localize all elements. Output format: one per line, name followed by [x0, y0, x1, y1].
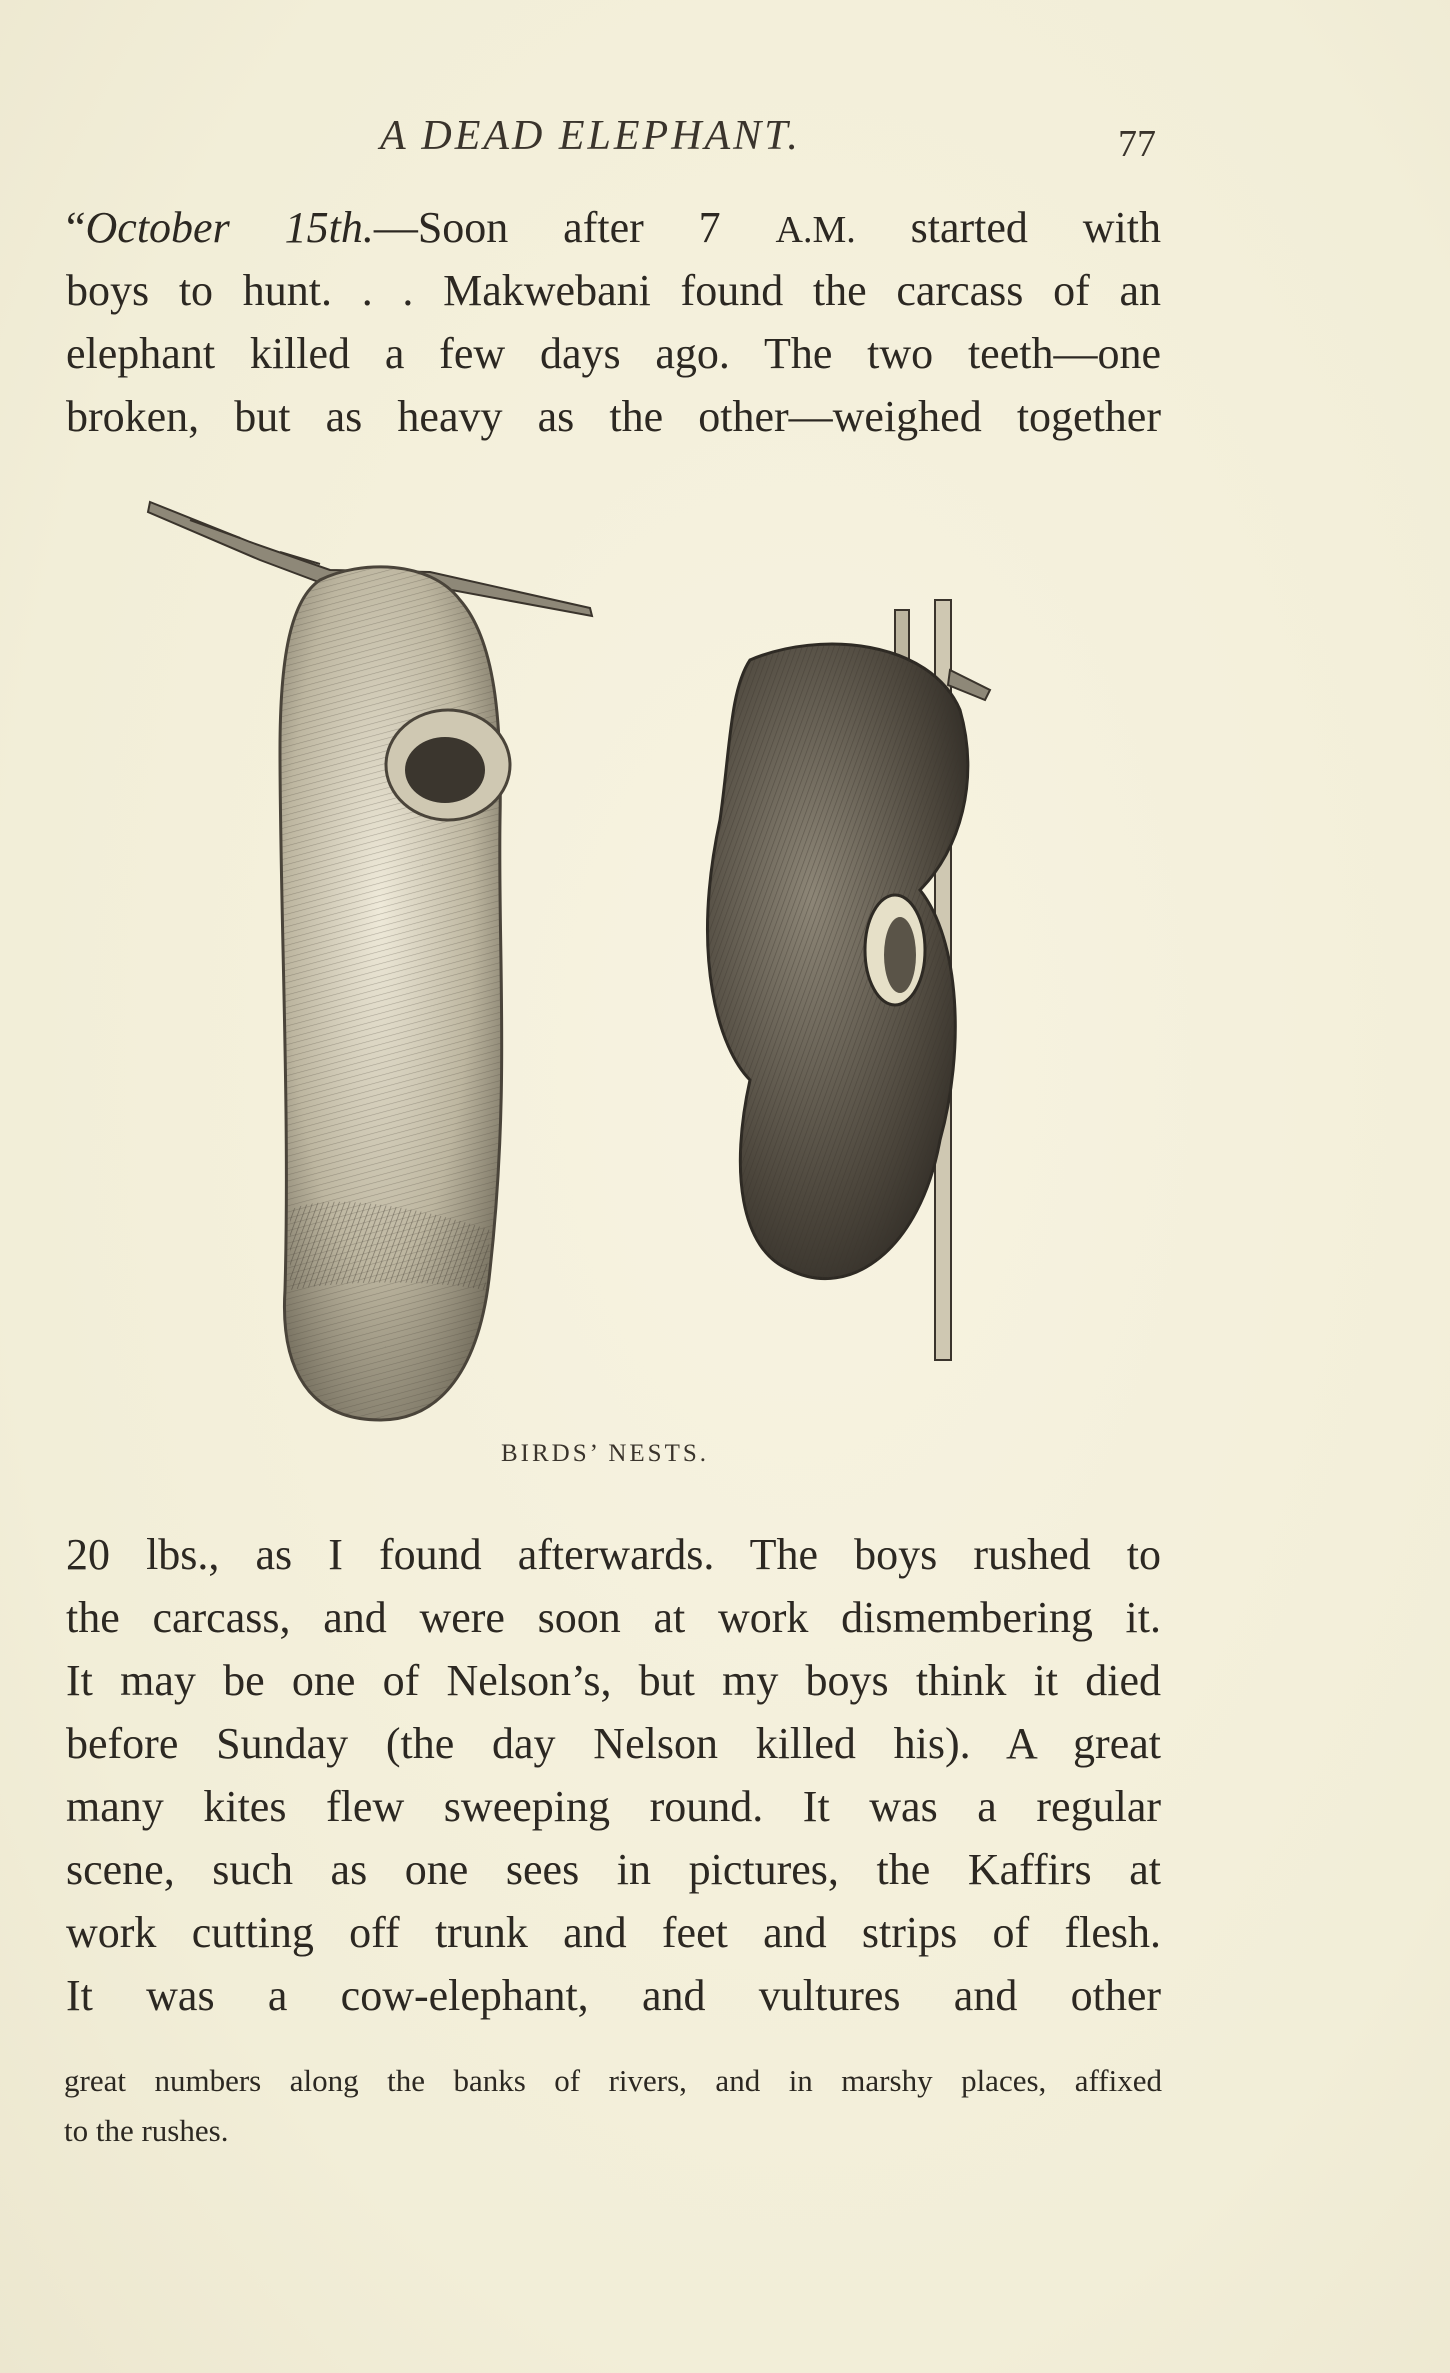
paragraph-line: broken, but as heavy as the other—weighed together: [66, 392, 1161, 441]
footnote-line: to the rushes.: [64, 2113, 229, 2148]
footnote-line: great numbers along the banks of rivers, and in marshy places, affixed: [64, 2063, 1162, 2098]
running-title: A DEAD ELEPHANT.: [380, 113, 801, 159]
paragraph-line: It may be one of Nelson’s, but my boys think it died: [66, 1656, 1161, 1705]
paragraph-line: [66, 196, 1161, 259]
paragraph-bottom: [66, 1523, 1161, 2027]
footnote: [64, 2056, 1162, 2156]
paragraph-line: work cutting off trunk and feet and strips of flesh.: [66, 1908, 1161, 1957]
date-day: 15th.: [284, 203, 374, 252]
birds-nests-illustration: [130, 490, 1120, 1430]
woven-nest-right: [708, 644, 968, 1279]
paragraph-line: It was a cow-elephant, and vultures and other: [66, 1971, 1161, 2020]
paragraph-line: boys to hunt. . . Makwebani found the carcass of an: [66, 266, 1161, 315]
date-month: October: [85, 203, 230, 252]
running-head: [0, 112, 1450, 172]
paragraph-line: many kites flew sweeping round. It was a regular: [66, 1782, 1161, 1831]
paragraph-top: [66, 196, 1161, 448]
hanging-nest-left: [280, 567, 510, 1420]
line1-text: —Soon after 7: [373, 203, 776, 252]
paragraph-line: the carcass, and were soon at work dismembering it.: [66, 1593, 1161, 1642]
page-number: 77: [1118, 123, 1156, 165]
figure-caption: BIRDS’ NESTS.: [500, 1440, 709, 1467]
paragraph-line: before Sunday (the day Nelson killed his). A great: [66, 1719, 1161, 1768]
paragraph-line: 20 lbs., as I found afterwards. The boys rushed to: [66, 1530, 1161, 1579]
line1-end: started with: [855, 203, 1162, 252]
paragraph-line: elephant killed a few days ago. The two teeth—one: [66, 329, 1161, 378]
paragraph-line: scene, such as one sees in pictures, the Kaffirs at: [66, 1845, 1161, 1894]
time-am: A.M.: [775, 209, 856, 251]
date-open-quote: “: [66, 203, 86, 252]
